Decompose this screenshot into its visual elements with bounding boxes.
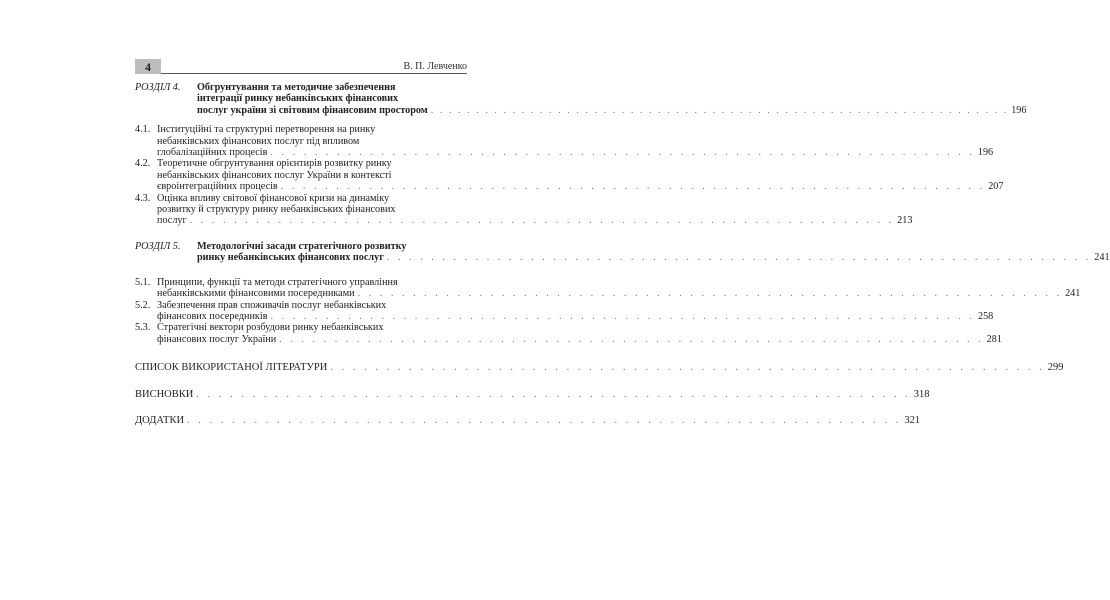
chapter-title-line: інтеграції ринку небанківських фінансових [197,93,399,105]
section-title [157,322,1002,345]
page-ref: 213 [897,215,913,227]
toc-section-5-2[interactable] [135,299,994,323]
section-title-line: Принципи, функції та методи стратегічного управління [157,276,398,288]
section-number: 4.2. [135,158,151,170]
leader-dots [281,181,985,192]
leader-dots [270,147,974,158]
section-title-line: євроінтеграційних процесів [157,181,278,193]
page-ref: 281 [986,333,1002,345]
section-number: 5.3. [135,322,151,334]
section-title-line: розвитку й структуру ринку небанківських фінансових [157,204,396,216]
section-title-line: Інституційні та структурні перетворення на ринку [157,124,376,136]
section-number: 5.1. [135,276,151,288]
page-ref: 196 [1011,104,1027,116]
table-of-contents [135,82,1110,426]
toc-section-4-2[interactable] [135,158,1004,193]
section-title-last-line [157,181,1003,192]
section-title-line: глобалізаційних процесів [157,147,268,159]
section-title-last-line [157,311,993,322]
section-title-line: Забезпечення прав споживачів послуг небанківських [157,299,387,311]
section-title-line: Стратегічні вектори розбудови ринку небанківських [157,322,384,334]
section-title-last-line [157,147,993,158]
section-number: 4.3. [135,192,151,204]
toc-line [135,388,930,400]
toc-line [135,414,921,426]
leader-dots [271,311,975,322]
section-title [157,277,1080,300]
leader-dots [196,389,910,400]
toc-bibliography[interactable] [135,362,1064,374]
page-ref: 318 [913,388,930,400]
page-ref: 299 [1047,362,1064,374]
section-title-line: небанківських фінансових послуг під впливом [157,135,360,147]
section-title-last-line [157,334,1002,345]
section-title [157,193,912,227]
toc-section-4-3[interactable] [135,192,913,227]
section-title-line: послуг [157,215,187,227]
entry-title: СПИСОК ВИКОРИСТАНОЇ ЛІТЕРАТУРИ [135,362,328,374]
page-ref: 241 [1094,252,1110,264]
section-title [157,300,993,323]
leader-dots [279,334,983,345]
leader-dots [330,362,1044,373]
toc-line [135,362,1064,374]
section-title-line: Теоретичне обгрунтування орієнтирів розвитку ринку [157,158,392,170]
chapter-title-last-line [197,252,1110,263]
section-title-line: Оцінка впливу світової фінансової кризи на динаміку [157,192,390,204]
toc-section-4-1[interactable] [135,124,994,159]
section-title-last-line [157,288,1080,299]
toc-conclusions[interactable] [135,388,930,400]
entry-title: ДОДАТКИ [135,414,185,426]
page-ref: 207 [988,181,1004,193]
leader-dots [190,215,894,226]
toc-chapter-5[interactable] [135,240,1110,264]
leader-dots [187,415,901,426]
leader-dots [358,288,1062,299]
leader-dots [431,105,1008,116]
section-title-last-line [157,215,912,226]
leader-dots [387,252,1091,263]
section-number: 4.1. [135,124,151,136]
toc-section-5-3[interactable] [135,322,1002,345]
page-header [135,57,467,74]
chapter-title-line: Методологічні засади стратегічного розвитку [197,240,407,252]
page-ref: 241 [1065,288,1081,300]
section-title-line: небанківськими фінансовими посередниками [157,288,355,300]
toc-appendices[interactable] [135,414,921,426]
book-page [135,57,1110,426]
page-number: 4 [135,59,161,74]
chapter-title [197,82,1026,116]
section-title [157,158,1003,192]
chapter-title-line: ринку небанківських фінансових послуг [197,252,384,264]
chapter-title-last-line [197,105,1026,116]
chapter-label: РОЗДІЛ 4. [135,82,181,93]
running-head-author: В. П. Левченко [403,61,467,72]
chapter-title-line: Обгрунтування та методичне забезпечення [197,82,396,93]
chapter-label: РОЗДІЛ 5. [135,240,181,252]
toc-chapter-4[interactable] [135,82,1027,116]
section-title-line: фінансових посередників [157,310,268,322]
page-ref: 196 [977,147,994,159]
toc-section-5-1[interactable] [135,276,1081,300]
section-title-line: небанківських фінансових послуг України в контексті [157,169,392,181]
chapter-title [197,241,1110,264]
page-ref: 258 [977,310,994,322]
section-title [157,124,993,158]
section-title-line: фінансових послуг України [157,333,277,345]
page-ref: 321 [904,414,921,426]
chapter-title-line: послуг україни зі світовим фінансовим простором [197,104,428,116]
entry-title: ВИСНОВКИ [135,388,194,400]
section-number: 5.2. [135,299,151,311]
